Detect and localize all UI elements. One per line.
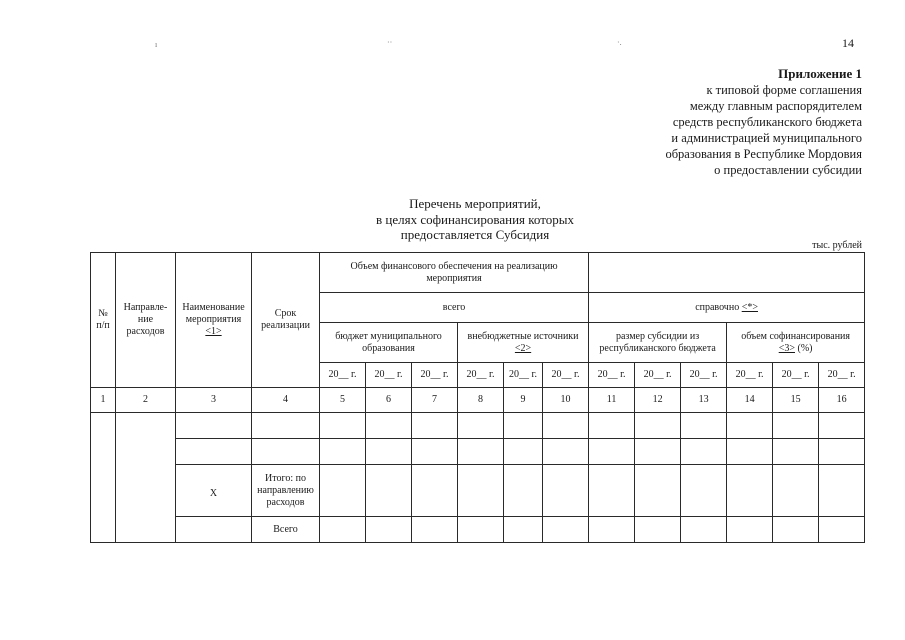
column-number: 6	[366, 388, 412, 413]
appendix-line: и администрацией муниципального	[671, 131, 862, 145]
appendix-line: к типовой форме соглашения	[706, 83, 862, 97]
column-number: 16	[819, 388, 865, 413]
list-title	[300, 196, 650, 243]
column-number-row	[91, 388, 865, 413]
column-number: 15	[773, 388, 819, 413]
column-number: 2	[116, 388, 176, 413]
year-cell: 20__ г.	[727, 363, 773, 388]
column-number: 13	[681, 388, 727, 413]
year-cell: 20__ г.	[366, 363, 412, 388]
list-title-line: Перечень мероприятий,	[409, 196, 541, 211]
column-number: 14	[727, 388, 773, 413]
total-label: Всего	[252, 517, 320, 543]
column-number: 3	[176, 388, 252, 413]
cell-num-merged	[91, 413, 116, 543]
scan-speck: ·.	[617, 38, 622, 47]
x-mark-cell: X	[176, 465, 252, 517]
year-cell: 20__ г.	[635, 363, 681, 388]
list-title-line: в целях софинансирования которых	[375, 211, 574, 227]
column-number: 10	[543, 388, 589, 413]
header-term: Срок реализации	[252, 253, 320, 388]
year-cell: 20__ г.	[681, 363, 727, 388]
header-reference-text: справочно	[695, 301, 740, 313]
header-volume: Объем финансового обеспечения на реализацию мероприятия	[320, 253, 589, 293]
header-direction: Направле-ние расходов	[116, 253, 176, 388]
header-name-ref: <1>	[205, 326, 222, 337]
header-total: всего	[320, 293, 589, 323]
cell-direction-merged	[116, 413, 176, 543]
measures-table	[90, 252, 865, 543]
appendix-block	[562, 66, 862, 178]
appendix-line: средств республиканского бюджета	[672, 115, 862, 129]
column-number: 9	[504, 388, 543, 413]
column-number: 11	[589, 388, 635, 413]
appendix-line: образования в Республике Мордовия	[665, 147, 862, 161]
header-cofinancing-ref: <3>	[778, 342, 795, 354]
column-number: 1	[91, 388, 116, 413]
header-reference	[589, 293, 865, 323]
header-name	[176, 253, 252, 388]
scan-speck: ··	[387, 38, 393, 47]
column-number: 7	[412, 388, 458, 413]
header-extrabudgetary-ref: <2>	[514, 342, 532, 354]
subtotal-row	[91, 465, 865, 517]
header-reference-ref: <*>	[741, 301, 758, 313]
header-extrabudgetary-text: внебюджетные источники	[467, 330, 579, 342]
total-row	[91, 517, 865, 543]
list-title-line: предоставляется Субсидия	[400, 227, 550, 242]
header-cofinancing	[727, 323, 865, 363]
column-number: 8	[458, 388, 504, 413]
year-cell: 20__ г.	[543, 363, 589, 388]
year-cell: 20__ г.	[819, 363, 865, 388]
header-empty	[589, 253, 865, 293]
units-label: тыс. рублей	[812, 240, 862, 251]
table-row	[91, 413, 865, 439]
header-cofinancing-text: объем софинансирования	[741, 330, 850, 342]
year-cell: 20__ г.	[412, 363, 458, 388]
header-name-text: Наименование мероприятия	[182, 302, 245, 325]
year-cell: 20__ г.	[504, 363, 543, 388]
page-number: 14	[842, 36, 854, 50]
appendix-line: о предоставлении субсидии	[714, 163, 862, 177]
header-municipal-budget: бюджет муниципального образования	[320, 323, 458, 363]
header-extrabudgetary	[458, 323, 589, 363]
table-row	[91, 439, 865, 465]
scan-speck: ı	[155, 40, 158, 49]
year-cell: 20__ г.	[773, 363, 819, 388]
year-cell: 20__ г.	[458, 363, 504, 388]
header-cofinancing-unit: (%)	[797, 342, 813, 354]
column-number: 5	[320, 388, 366, 413]
appendix-line: между главным распорядителем	[689, 99, 862, 113]
appendix-title: Приложение 1	[778, 66, 862, 81]
year-cell: 20__ г.	[320, 363, 366, 388]
column-number: 12	[635, 388, 681, 413]
column-number: 4	[252, 388, 320, 413]
header-subsidy-size: размер субсидии из республиканского бюджета	[589, 323, 727, 363]
header-num: № п/п	[91, 253, 116, 388]
year-cell: 20__ г.	[589, 363, 635, 388]
subtotal-label: Итого: по направлению расходов	[252, 465, 320, 517]
